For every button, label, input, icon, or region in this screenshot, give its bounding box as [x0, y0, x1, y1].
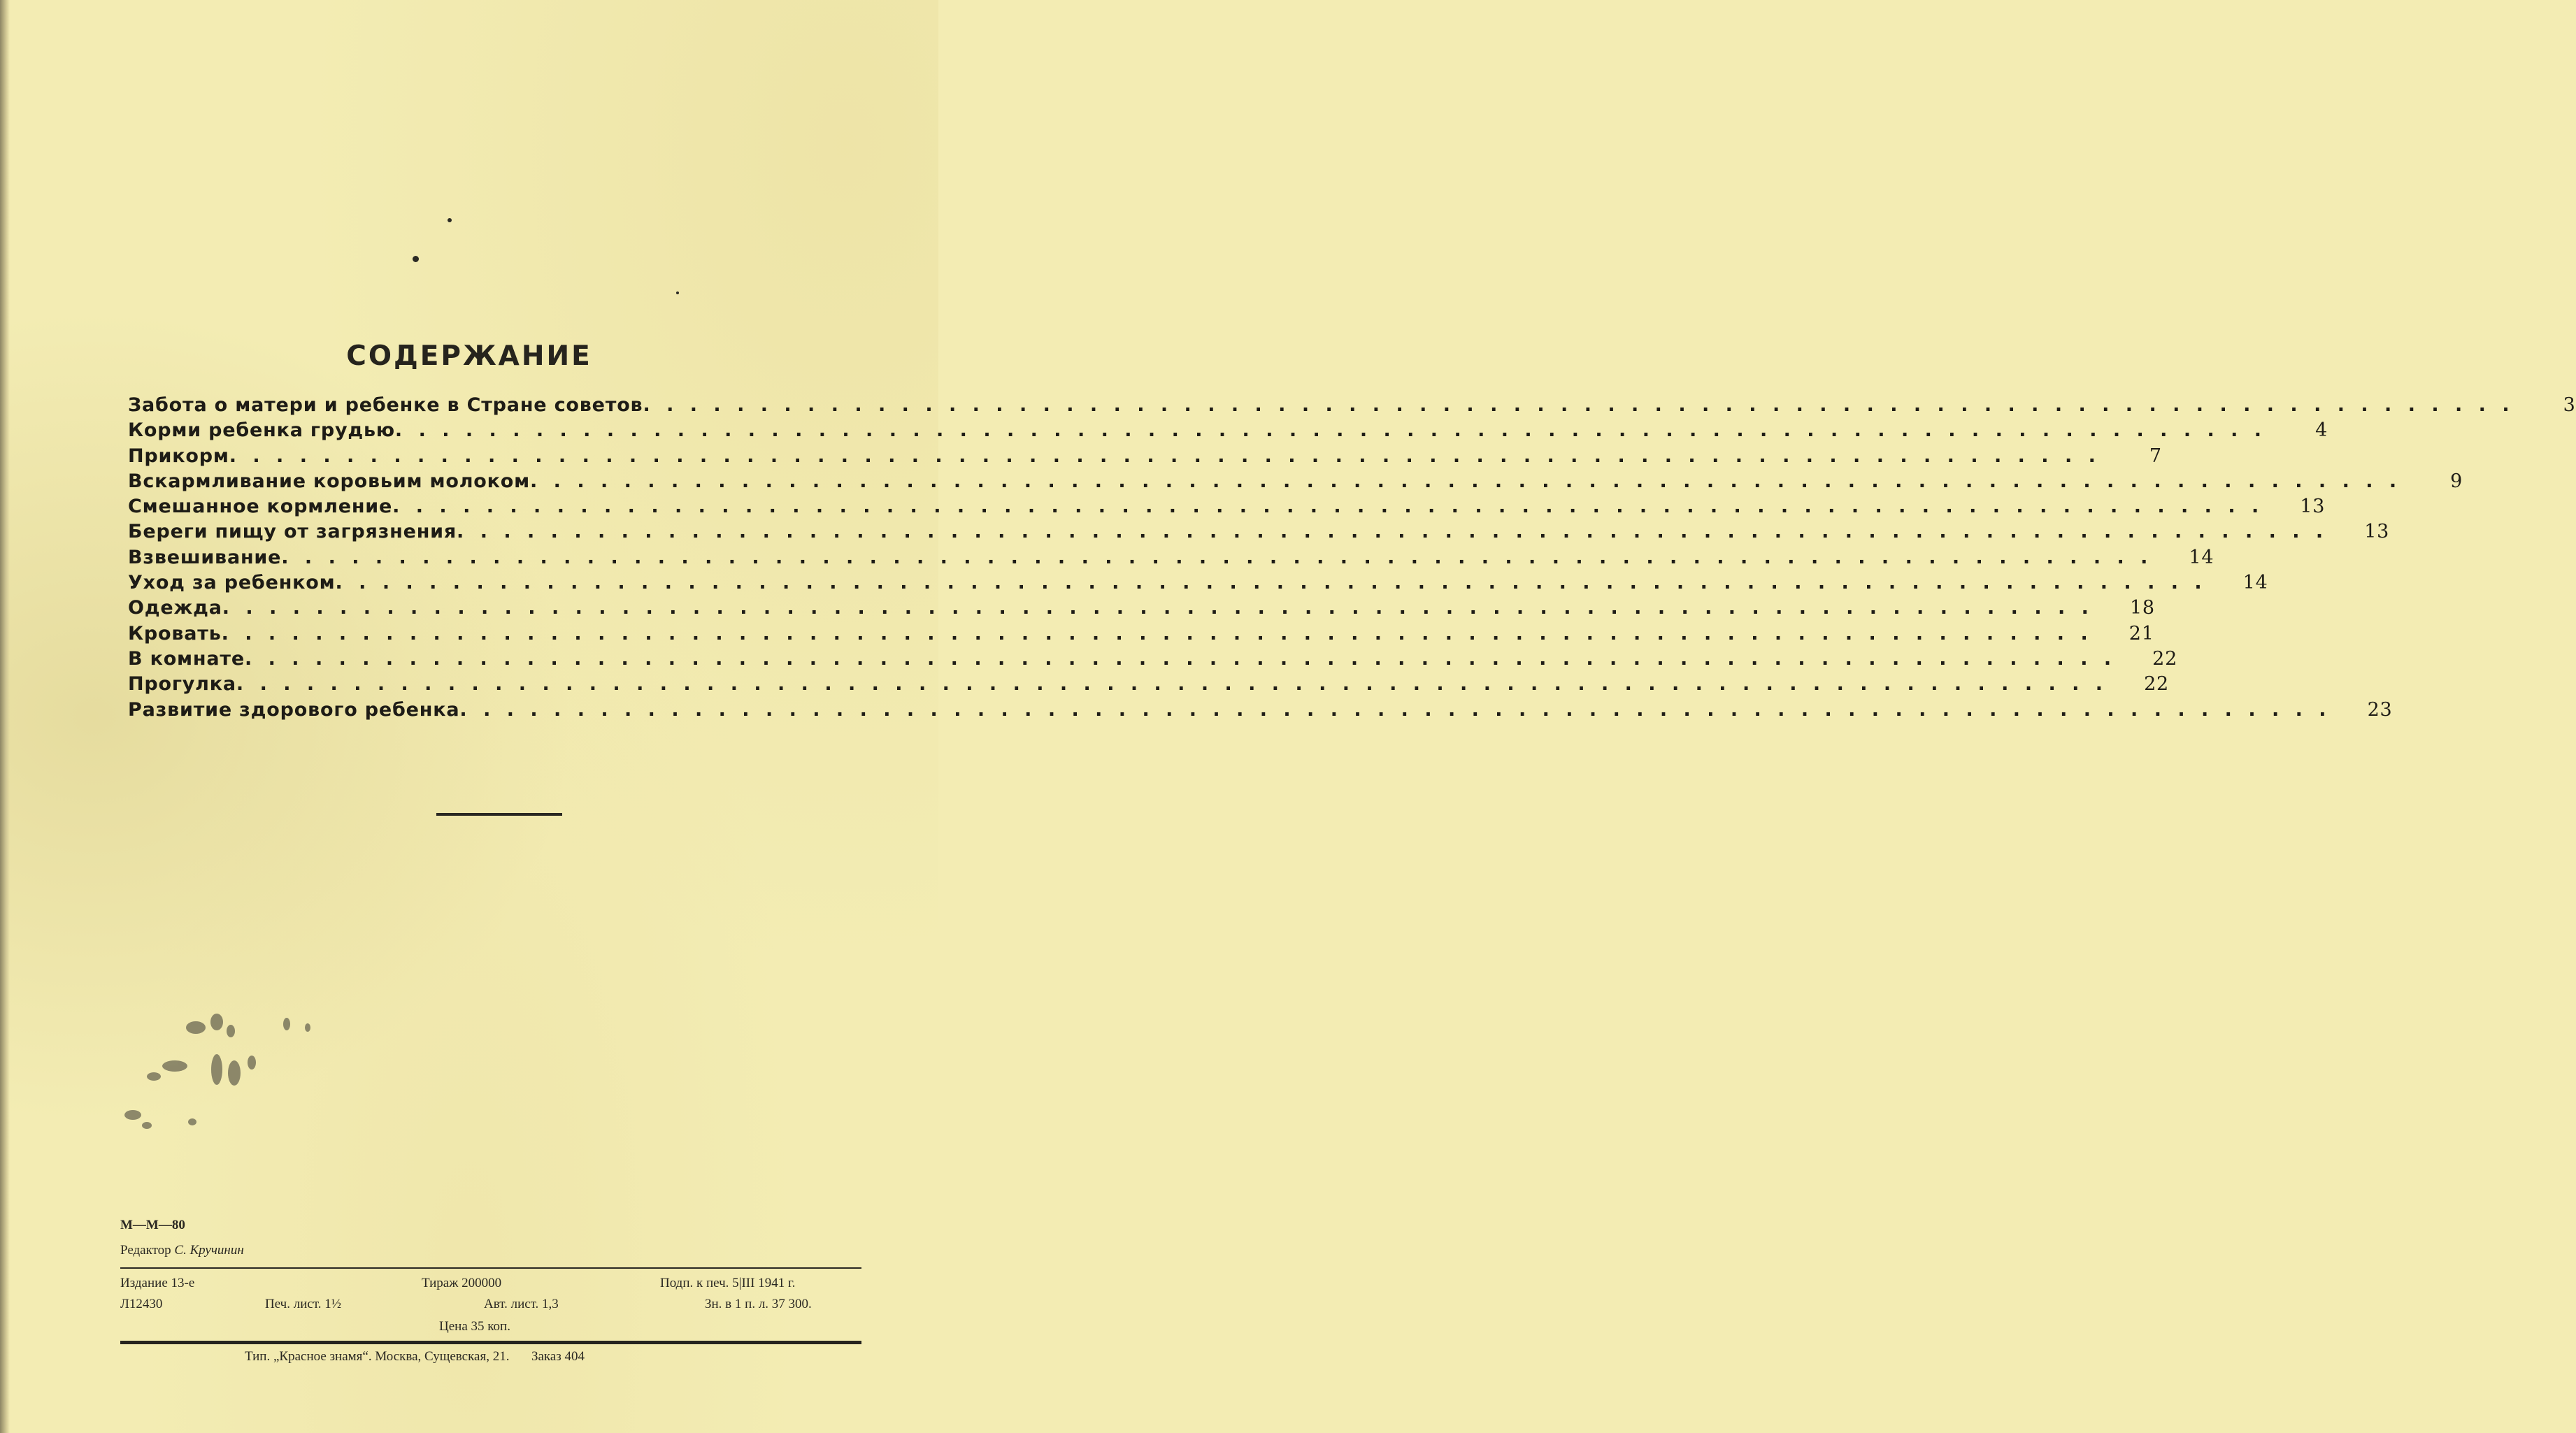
toc-title: СОДЕРЖАНИЕ [346, 340, 592, 372]
toc-entry-label: Корми ребенка грудью [128, 419, 395, 442]
toc-entry-label: Одежда [128, 597, 222, 619]
table-of-contents [128, 394, 2576, 724]
imprint-rule-top [120, 1267, 861, 1269]
toc-entry-label: Уход за ребенком [128, 572, 336, 594]
toc-entry-page: 13 [2300, 496, 2326, 518]
editor-name: С. Кручинин [174, 1243, 244, 1258]
toc-entry-page: 22 [2144, 673, 2170, 696]
editor-label: Редактор [120, 1243, 171, 1258]
toc-entry [128, 496, 2326, 521]
toc-leader-dots: . . . . . . . . . . . . . . . . . . . . . . . . . . . . . . . . . . . . . . . . . . . . . . . . . . . . . . . . . . . . . . . . . . . . . . . . . . . . . . . . [281, 546, 2153, 568]
toc-entry-page: 14 [2242, 572, 2268, 594]
imprint-chars: Зн. в 1 п. л. 37 300. [705, 1297, 812, 1311]
ink-speck [413, 256, 419, 262]
toc-entry-page: 21 [2128, 622, 2154, 645]
toc-entry-label: Прогулка [128, 673, 236, 696]
page-edge-shadow [0, 0, 10, 1433]
imprint-signed: Подп. к печ. 5|III 1941 г. [660, 1276, 796, 1290]
toc-entry [128, 698, 2393, 724]
toc-entry [128, 394, 2576, 419]
toc-entry [128, 521, 2390, 546]
toc-entry [128, 445, 2162, 470]
ink-smudge-stamp [112, 1000, 336, 1139]
toc-leader-dots: . . . . . . . . . . . . . . . . . . . . . . . . . . . . . . . . . . . . . . . . . . . . . . . . . . . . . . . . . . . . . . . . . . . . . . . . . . . . . . . . [222, 597, 2094, 619]
toc-entry-label: Прикорм [128, 445, 229, 467]
toc-entry-page: 18 [2129, 597, 2155, 619]
toc-leader-dots: . . . . . . . . . . . . . . . . . . . . . . . . . . . . . . . . . . . . . . . . . . . . . . . . . . . . . . . . . . . . . . . . . . . . . . . . . . . . . . . . [244, 647, 2117, 670]
toc-entry-label: Взвешивание [128, 546, 282, 568]
toc-entry [128, 572, 2268, 597]
toc-entry-label: В комнате [128, 647, 245, 670]
toc-entry [128, 597, 2155, 622]
imprint-edition: Издание 13-е [120, 1276, 195, 1290]
toc-leader-dots: . . . . . . . . . . . . . . . . . . . . . . . . . . . . . . . . . . . . . . . . . . . . . . . . . . . . . . . . . . . . . . . . . . . . . . . . . . . . . . . . [335, 572, 2207, 594]
imprint-printer [245, 1349, 585, 1364]
toc-entry-page: 7 [2149, 445, 2162, 467]
section-divider [436, 813, 562, 816]
order-number: Заказ 404 [531, 1349, 585, 1364]
toc-entry-page: 23 [2367, 698, 2393, 721]
toc-entry-page: 22 [2152, 647, 2178, 670]
toc-entry-page: 9 [2450, 470, 2463, 492]
toc-entry [128, 470, 2463, 496]
imprint-price: Цена 35 коп. [439, 1319, 510, 1334]
imprint-print-run: Тираж 200000 [422, 1276, 502, 1290]
ink-speck [676, 291, 679, 294]
toc-entry [128, 647, 2178, 673]
toc-leader-dots: . . . . . . . . . . . . . . . . . . . . . . . . . . . . . . . . . . . . . . . . . . . . . . . . . . . . . . . . . . . . . . . . . . . . . . . . . . . . . . . . [643, 394, 2514, 416]
toc-entry-label: Развитие здорового ребенка [128, 698, 460, 721]
toc-leader-dots: . . . . . . . . . . . . . . . . . . . . . . . . . . . . . . . . . . . . . . . . . . . . . . . . . . . . . . . . . . . . . . . . . . . . . . . . . . . . . . . . [457, 521, 2328, 543]
toc-entry-page: 13 [2364, 521, 2390, 543]
toc-leader-dots: . . . . . . . . . . . . . . . . . . . . . . . . . . . . . . . . . . . . . . . . . . . . . . . . . . . . . . . . . . . . . . . . . . . . . . . . . . . . . . . . [394, 419, 2267, 442]
toc-leader-dots: . . . . . . . . . . . . . . . . . . . . . . . . . . . . . . . . . . . . . . . . . . . . . . . . . . . . . . . . . . . . . . . . . . . . . . . . . . . . . . . . [392, 496, 2264, 518]
toc-leader-dots: . . . . . . . . . . . . . . . . . . . . . . . . . . . . . . . . . . . . . . . . . . . . . . . . . . . . . . . . . . . . . . . . . . . . . . . . . . . . . . . . [229, 445, 2101, 467]
toc-entry [128, 673, 2170, 698]
printer-name: Тип. „Красное знамя“. Москва, Сущевская, 21. [245, 1349, 510, 1364]
toc-entry-page: 4 [2315, 419, 2328, 442]
toc-entry-label: Береги пищу от загрязнения [128, 521, 457, 543]
toc-leader-dots: . . . . . . . . . . . . . . . . . . . . . . . . . . . . . . . . . . . . . . . . . . . . . . . . . . . . . . . . . . . . . . . . . . . . . . . . . . . . . . . . [236, 673, 2108, 696]
imprint-printed-sheets: Печ. лист. 1½ [265, 1297, 341, 1311]
toc-entry-label: Смешанное кормление [128, 496, 393, 518]
imprint-code: М—М—80 [120, 1218, 185, 1232]
ink-speck [448, 218, 452, 222]
toc-entry-label: Забота о матери и ребенке в Стране советов [128, 394, 643, 416]
toc-entry [128, 622, 2154, 648]
toc-leader-dots: . . . . . . . . . . . . . . . . . . . . . . . . . . . . . . . . . . . . . . . . . . . . . . . . . . . . . . . . . . . . . . . . . . . . . . . . . . . . . . . . [459, 698, 2331, 721]
toc-entry [128, 546, 2214, 572]
toc-leader-dots: . . . . . . . . . . . . . . . . . . . . . . . . . . . . . . . . . . . . . . . . . . . . . . . . . . . . . . . . . . . . . . . . . . . . . . . . . . . . . . . . [530, 470, 2402, 492]
toc-entry-page: 3 [2563, 394, 2576, 416]
toc-leader-dots: . . . . . . . . . . . . . . . . . . . . . . . . . . . . . . . . . . . . . . . . . . . . . . . . . . . . . . . . . . . . . . . . . . . . . . . . . . . . . . . . [221, 622, 2093, 645]
imprint-license: Л12430 [120, 1297, 163, 1311]
toc-entry-label: Кровать [128, 622, 222, 645]
toc-entry-page: 14 [2189, 546, 2214, 568]
toc-entry-label: Вскармливание коровьим молоком [128, 470, 530, 492]
imprint-editor [120, 1243, 244, 1258]
imprint-rule-bottom [120, 1341, 861, 1344]
imprint-author-sheets: Авт. лист. 1,3 [484, 1297, 559, 1311]
toc-entry [128, 419, 2328, 445]
